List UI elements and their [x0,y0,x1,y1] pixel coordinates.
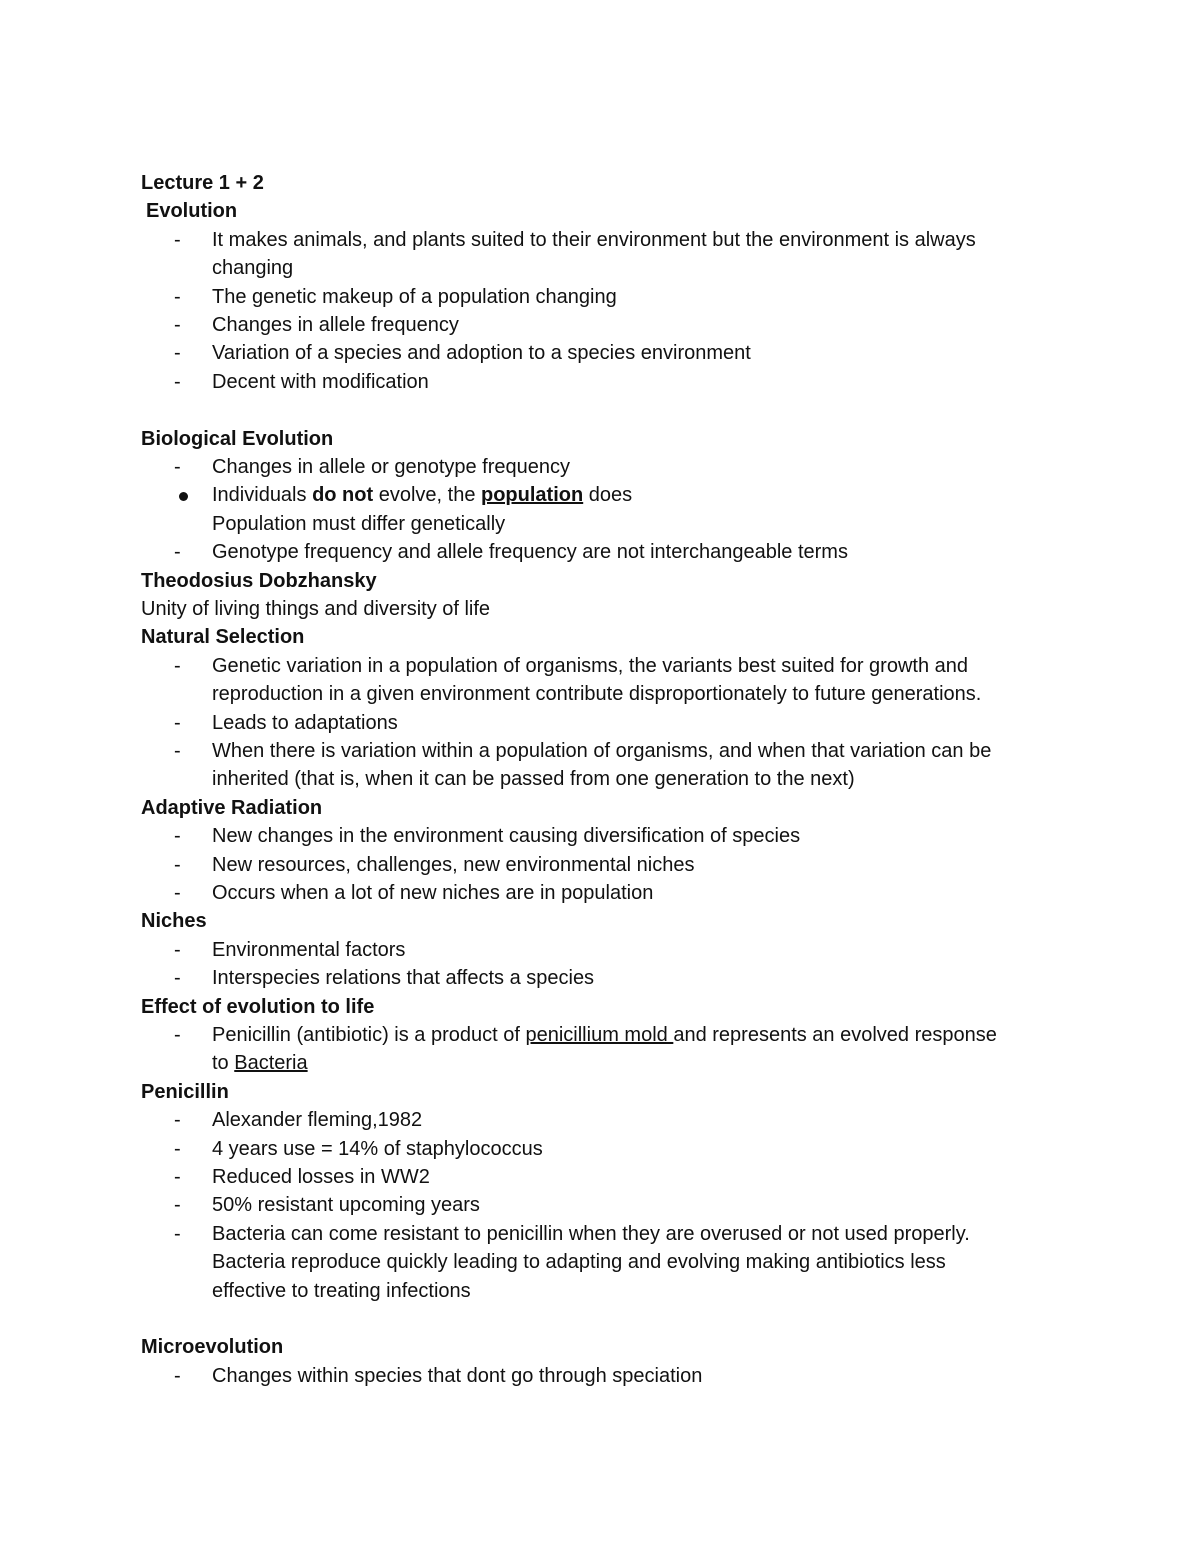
list-item-text: Genetic variation in a population of organisms, the variants best suited for growth and [212,654,968,677]
heading-microevolution: Microevolution [141,1336,284,1359]
list-item [141,1106,1101,1134]
text-run: Individuals [212,484,313,507]
list-item-text: Bacteria can come resistant to penicillin when they are overused or not used properly. [212,1222,970,1245]
dash-marker: - [174,740,181,763]
heading-biological-evolution: Biological Evolution [141,427,334,450]
list-item [141,283,1101,311]
dash-marker: - [174,456,181,478]
heading-effect-of-evolution: Effect of evolution to life [141,995,375,1018]
bullet-icon [179,492,188,501]
page-title: Lecture 1 + 2 [141,172,264,194]
list-item [141,737,1101,765]
list-item-text: Decent with modification [212,370,429,393]
list-item [141,311,1101,339]
dash-marker: - [174,314,181,336]
list-item-text: Variation of a species and adoption to a species environment [212,342,751,365]
dash-marker: - [174,541,181,564]
list-item [141,851,1101,879]
list-item-text: When there is variation within a population of organisms, and when that variation can be [212,740,992,763]
heading-penicillin: Penicillin [141,1080,229,1103]
heading-adaptive-radiation: Adaptive Radiation [141,796,323,819]
list-item-text: Genotype frequency and allele frequency are not interchangeable terms [212,541,848,564]
list-item-text: Changes within species that dont go through speciation [212,1364,703,1387]
underlined-text: Bacteria [234,1052,308,1075]
list-item-continuation: Population must differ genetically [212,512,506,535]
dash-marker: - [174,825,181,848]
heading-natural-selection: Natural Selection [141,626,305,649]
dash-marker: - [174,1166,181,1189]
blank-line [141,1305,1101,1333]
list-item [141,652,1101,680]
list-item [141,936,1101,964]
list-item-text: The genetic makeup of a population changing [212,285,617,308]
dash-marker: - [174,1194,181,1217]
text-run: Penicillin (antibiotic) is a product of [212,1024,526,1047]
list-item-text: New changes in the environment causing diversification of species [212,825,801,848]
list-item-text: Interspecies relations that affects a species [212,967,595,990]
list-item [141,1362,1101,1390]
list-item-text: Alexander fleming,1982 [212,1109,423,1132]
dash-marker: - [174,285,181,308]
list-item-continuation: reproduction in a given environment contribute disproportionately to future generations. [212,683,982,706]
list-item-text: New resources, challenges, new environmental niches [212,853,695,876]
list-item-continuation: changing [212,257,294,280]
list-item-text: Changes in allele frequency [212,314,459,336]
list-item [141,964,1101,992]
list-item-bullet [141,481,1101,509]
list-item [141,1191,1101,1219]
dash-marker: - [174,1109,181,1132]
list-item-text: It makes animals, and plants suited to their environment but the environment is always [212,228,976,251]
dash-marker: - [174,654,181,677]
paragraph: Unity of living things and diversity of life [141,598,491,621]
dash-marker: - [174,938,181,961]
document-content [141,169,1101,1390]
list-item [141,339,1101,367]
dash-marker: - [174,228,181,251]
list-item-continuation: inherited (that is, when it can be passed from one generation to the next) [212,768,855,791]
text-run: does [583,484,633,507]
text-run: and represents an evolved response [673,1024,997,1047]
dash-marker: - [174,1364,181,1387]
list-item [141,1135,1101,1163]
list-item-text: Leads to adaptations [212,711,398,734]
dash-marker: - [174,882,181,905]
list-item [141,709,1101,737]
list-item-continuation: Bacteria reproduce quickly leading to adapting and evolving making antibiotics less [212,1251,946,1274]
list-item-text: Reduced losses in WW2 [212,1166,430,1189]
dash-marker: - [174,342,181,365]
blank-line [141,396,1101,424]
bold-underlined-text: population [481,484,584,507]
heading-evolution: Evolution [146,200,238,223]
list-item [141,368,1101,396]
list-item [141,822,1101,850]
list-item [141,879,1101,907]
underlined-text: penicillium mold [525,1024,674,1047]
list-item-text: Changes in allele or genotype frequency [212,456,571,478]
heading-dobzhansky: Theodosius Dobzhansky [141,569,377,592]
bold-text: do not [312,484,374,507]
list-item-text: 50% resistant upcoming years [212,1194,480,1217]
heading-niches: Niches [141,910,207,933]
list-item-text: 4 years use = 14% of staphylococcus [212,1137,543,1160]
list-item-continuation: effective to treating infections [212,1279,471,1302]
list-item [141,453,1101,481]
dash-marker: - [174,853,181,876]
dash-marker: - [174,711,181,734]
text-run: to [212,1052,235,1075]
list-item-text: Occurs when a lot of new niches are in population [212,882,654,905]
dash-marker: - [174,967,181,990]
dash-marker: - [174,370,181,393]
list-item [141,1163,1101,1191]
text-run: evolve, the [373,484,481,507]
list-item [141,1220,1101,1248]
dash-marker: - [174,1222,181,1245]
list-item [141,226,1101,254]
dash-marker: - [174,1137,181,1160]
dash-marker: - [174,1024,181,1047]
list-item [141,1021,1101,1049]
list-item-text: Environmental factors [212,938,406,961]
list-item-continuation [141,1049,1101,1077]
list-item [141,538,1101,566]
